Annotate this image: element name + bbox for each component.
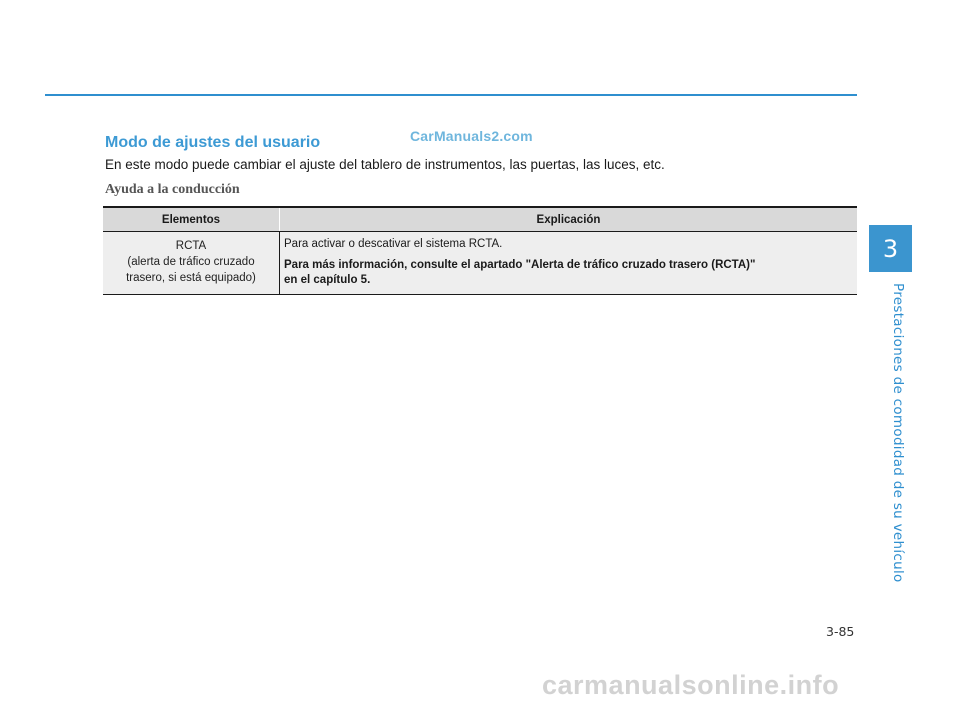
page-number: 3-85 bbox=[826, 624, 855, 639]
chapter-title: Prestaciones de comodidad de su vehículo bbox=[890, 283, 906, 583]
item-line: trasero, si está equipado) bbox=[126, 272, 256, 284]
item-line: (alerta de tráfico cruzado bbox=[127, 256, 255, 268]
description-text: Para activar o descativar el sistema RCTA. bbox=[284, 238, 503, 250]
reference-line: Para más información, consulte el apartado "Alerta de tráfico cruzado trasero (RCTA)" bbox=[284, 259, 756, 271]
header-elementos: Elementos bbox=[103, 207, 280, 232]
watermark-bottom: carmanualsonline.info bbox=[542, 670, 840, 700]
reference-line: en el capítulo 5. bbox=[284, 274, 371, 286]
description-reference bbox=[284, 258, 853, 288]
header-explicacion: Explicación bbox=[280, 207, 858, 232]
section-title: Modo de ajustes del usuario bbox=[105, 134, 321, 151]
chapter-number-tab: 3 bbox=[869, 225, 912, 272]
table-header-row bbox=[103, 207, 857, 232]
top-rule bbox=[45, 94, 857, 96]
settings-table bbox=[103, 206, 857, 295]
watermark-top: CarManuals2.com bbox=[410, 128, 533, 144]
item-line: RCTA bbox=[175, 240, 207, 252]
table-row bbox=[103, 232, 857, 295]
description-cell bbox=[280, 232, 858, 295]
section-intro: En este modo puede cambiar el ajuste del tablero de instrumentos, las puertas, las luces, etc. bbox=[105, 157, 665, 172]
subheading: Ayuda a la conducción bbox=[105, 182, 240, 197]
item-cell bbox=[103, 232, 280, 295]
